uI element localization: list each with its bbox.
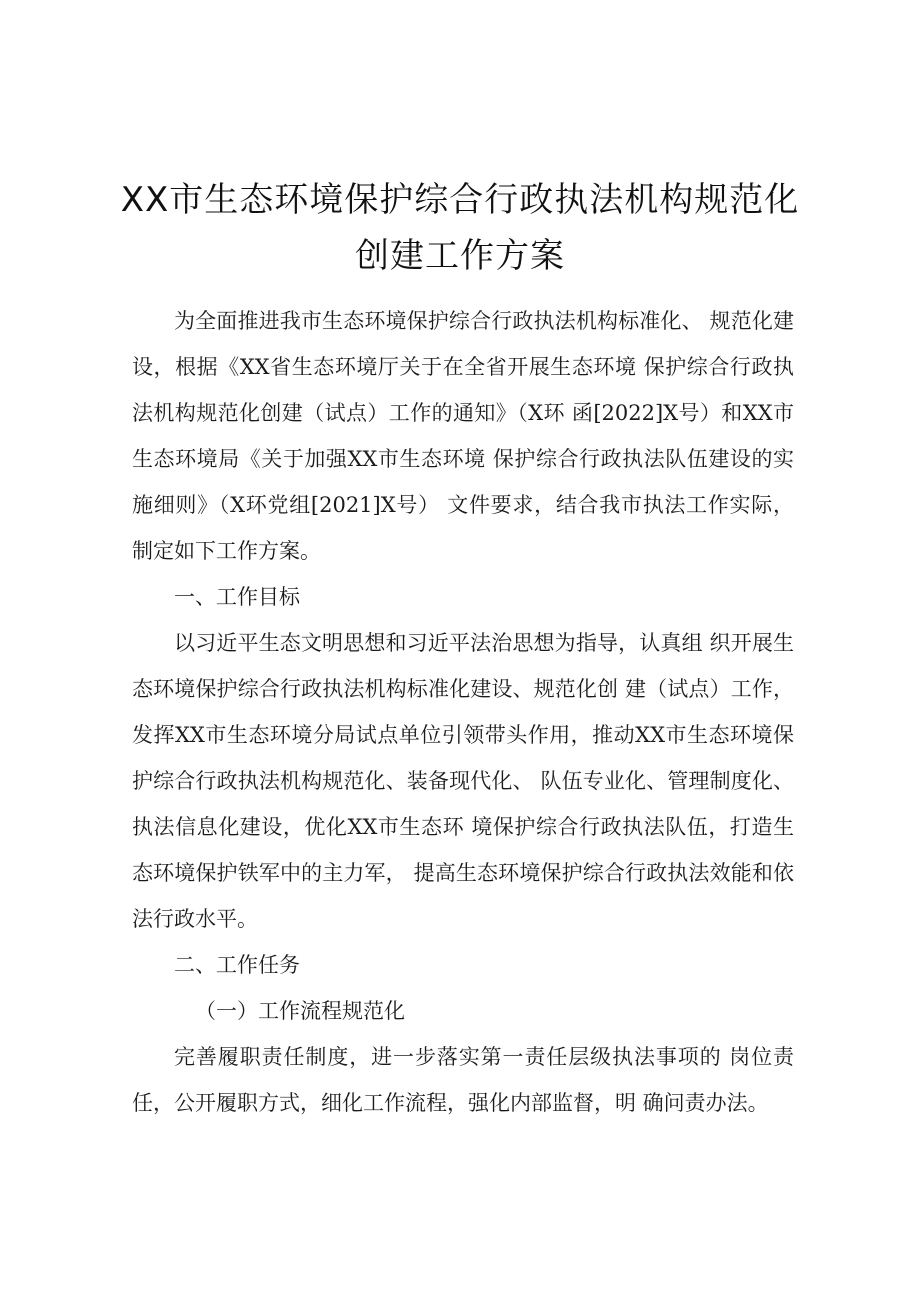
document-title-line-2: 创建工作方案 xyxy=(355,236,565,276)
workflow-paragraph: 完善履职责任制度，进一步落实第一责任层级执法事项的 岗位责任，公开履职方式，细化工作流程，强化内部监督，明 确问责办法。 xyxy=(132,1045,794,1115)
subsection-heading-workflow: （一）工作流程规范化 xyxy=(195,999,405,1023)
intro-paragraph: 为全面推进我市生态环境保护综合行政执法机构标准化、 规范化建设，根据《XX省生态环境厅关于在全省开展生态环境 保护综合行政执法机构规范化创建（试点）工作的通知》（X环 函[2022]X号）和XX市生态环境局《关于加强XX市生态环境 保护综合行政执法队伍建设的实施细则》（X环党组[2021]X号） 文件要求，结合我市执法工作实际，制定如下工作方案。 xyxy=(132,309,794,563)
document-title-line-1: XX市生态环境保护综合行政执法机构规范化 xyxy=(120,180,800,220)
section-heading-goals: 一、工作目标 xyxy=(174,585,300,609)
document-body xyxy=(132,0,794,1301)
section-heading-tasks: 二、工作任务 xyxy=(174,953,300,977)
goals-paragraph: 以习近平生态文明思想和习近平法治思想为指导，认真组 织开展生态环境保护综合行政执法机构标准化建设、规范化创 建（试点）工作，发挥XX市生态环境分局试点单位引领带头作用，推动XX市生态环境保护综合行政执法机构规范化、装备现代化、 队伍专业化、管理制度化、执法信息化建设，优化XX市生态环 境保护综合行政执法队伍，打造生态环境保护铁军中的主力军， 提高生态环境保护综合行政执法效能和依法行政水平。 xyxy=(132,631,794,931)
